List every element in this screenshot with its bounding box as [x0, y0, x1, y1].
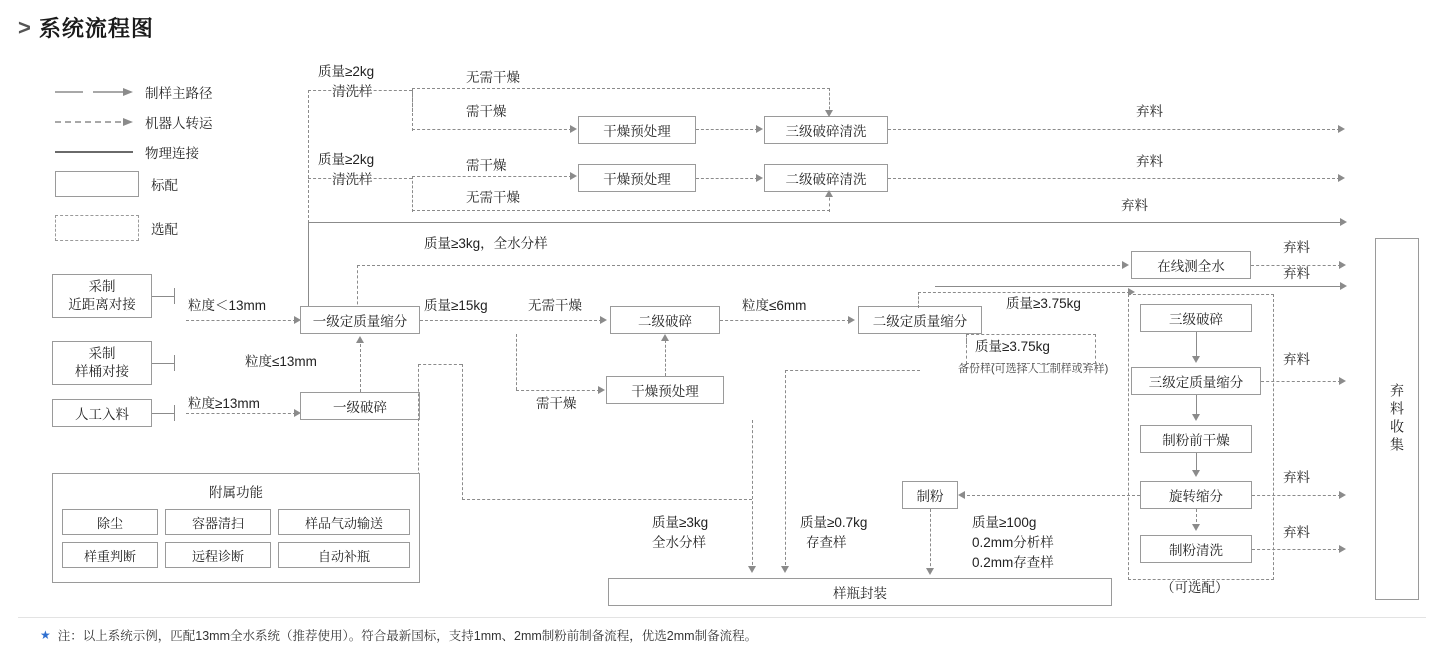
edge-backup-link	[966, 334, 967, 344]
edge-rowA-noDry	[412, 88, 830, 89]
node-crusher1[interactable]: 一级破碎	[300, 392, 420, 420]
edge-left-lower-top	[418, 364, 462, 365]
arrow-right-icon	[1339, 545, 1346, 553]
aux-item-pneumatic-transport[interactable]: 样品气动输送	[278, 509, 410, 535]
node-crusher2[interactable]: 二级破碎	[610, 306, 720, 334]
arrow-down-icon	[926, 568, 934, 575]
edge-to-online-moisture	[357, 265, 1125, 266]
edge-to-dry-main	[516, 390, 600, 391]
edge-label-mass375-bottom: 质量≥3.75kg	[975, 339, 1050, 354]
footer-note-text: 注：以上系统示例，匹配13mm全水系统（推荐使用）。符合最新国标，支持1mm、2mm制粉前制备流程，优选2mm制备流程。	[57, 629, 758, 643]
edge-feed-to-divider1	[186, 320, 296, 321]
aux-item-weight-check[interactable]: 样重判断	[62, 542, 158, 568]
edge-label-mass3kg-fullwater: 质量≥3kg，全水分样	[424, 236, 548, 251]
box-solid-icon	[55, 171, 139, 197]
edge-label-mass3kg-line1: 质量≥3kg	[652, 515, 709, 530]
edge-label-mass3kg-line2: 全水分样	[652, 535, 706, 550]
aux-functions-panel	[52, 473, 420, 583]
edge-label-waste-4: 弃料	[1283, 240, 1310, 255]
edge-divider3-waste	[1261, 381, 1341, 382]
legend-item-physical-link	[55, 142, 199, 162]
node-waste-collect-text: 弃料收集	[1389, 383, 1405, 455]
node-dry-pretreat-top2[interactable]: 干燥预处理	[578, 164, 696, 192]
edge-rotary-to-mill	[962, 495, 1140, 496]
edge-waste3-line	[308, 222, 1344, 223]
arrow-right-icon	[1128, 288, 1135, 296]
aux-item-dedust[interactable]: 除尘	[62, 509, 158, 535]
edge-label-no-dry-top: 无需干燥	[466, 70, 520, 85]
footer-note	[40, 626, 757, 644]
legend-label: 物理连接	[145, 146, 199, 161]
aux-item-remote-diagnosis[interactable]: 远程诊断	[165, 542, 271, 568]
legend-label: 机器人转运	[145, 116, 213, 131]
edge-label-mass100g-line3: 0.2mm存查样	[972, 555, 1054, 570]
edge-label-need-dry-main: 需干燥	[536, 396, 577, 411]
edge-dry1-to-wash3	[696, 129, 758, 130]
node-feed-barrel-line1: 采制	[88, 346, 116, 362]
edge-label-size-le6: 粒度≤6mm	[742, 298, 807, 313]
edge-millclean-waste	[1252, 549, 1341, 550]
edge-feed-manual-bracket	[174, 405, 175, 421]
edge-storage-sample-vert	[785, 370, 786, 570]
node-feed-near-line1: 采制	[88, 279, 116, 295]
arrow-left-icon	[958, 491, 965, 499]
edge-feed-near-bracket	[174, 288, 175, 304]
edge-label-size-ge13: 粒度≥13mm	[188, 396, 260, 411]
footer-divider	[18, 617, 1426, 618]
node-waste-collect[interactable]	[1375, 238, 1419, 600]
star-icon: ★	[40, 628, 51, 642]
edge-label-size-le13: 粒度≤13mm	[245, 354, 317, 369]
edge-dry-main-up	[665, 340, 666, 376]
arrow-right-icon	[1339, 491, 1346, 499]
edge-rowB-noDry	[412, 210, 830, 211]
edge-feed-manual-out	[152, 413, 174, 414]
node-rotary-divider[interactable]: 旋转缩分	[1140, 481, 1252, 509]
arrow-right-icon	[1339, 261, 1346, 269]
edge-mill-to-bottle	[930, 509, 931, 571]
page-title-text: 系统流程图	[38, 16, 154, 41]
edge-divider2-to-crusher3	[918, 292, 1130, 293]
arrow-up-icon	[825, 190, 833, 197]
edge-rowA-top	[308, 90, 412, 91]
arrow-up-icon	[356, 336, 364, 343]
edge-moisture-to-waste	[1251, 265, 1341, 266]
node-feed-near-line2: 近距离对接	[68, 297, 136, 312]
node-crusher3[interactable]: 三级破碎	[1140, 304, 1252, 332]
edge-label-mass375-top: 质量≥3.75kg	[1006, 296, 1081, 311]
node-mill[interactable]: 制粉	[902, 481, 958, 509]
arrow-down-icon	[1192, 356, 1200, 363]
node-feed-manual[interactable]: 人工入料	[52, 399, 152, 427]
legend-item-optional	[55, 215, 178, 241]
edge-label-mass07kg-line1: 质量≥0.7kg	[800, 515, 868, 530]
arrow-right-icon	[570, 125, 577, 133]
legend-label: 制样主路径	[145, 86, 213, 101]
box-dashed-icon	[55, 215, 139, 241]
legend-item-robot-transfer	[55, 112, 213, 132]
edge-label-need-dry-mid: 需干燥	[466, 158, 507, 173]
edge-rowA-needDry	[412, 129, 572, 130]
edge-label-waste-2: 弃料	[1136, 154, 1163, 169]
arrow-dashed-icon	[55, 116, 133, 128]
edge-storage-sample-top	[785, 370, 920, 371]
node-feed-barrel-line2: 样桶对接	[75, 364, 129, 379]
edge-crusher1-to-divider1	[360, 344, 361, 392]
edge-label-mass07kg-line2: 存查样	[806, 535, 847, 550]
arrow-right-icon	[570, 172, 577, 180]
edge-label-mass100g-line1: 质量≥100g	[972, 515, 1037, 530]
optional-group-frame	[1128, 294, 1274, 580]
optional-caption: （可选配）	[1161, 580, 1229, 595]
node-divider1[interactable]: 一级定质量缩分	[300, 306, 420, 334]
arrow-right-icon	[1338, 174, 1345, 182]
edge-rowB-vert	[412, 176, 413, 212]
node-dry-pretreat-main[interactable]: 干燥预处理	[606, 376, 724, 404]
arrow-down-icon	[1192, 470, 1200, 477]
edge-label-waste-7: 弃料	[1283, 470, 1310, 485]
aux-item-auto-bottle[interactable]: 自动补瓶	[278, 542, 410, 568]
edge-waste5-line	[935, 286, 1343, 287]
edge-label-mass100g-line2: 0.2mm分析样	[972, 535, 1054, 550]
legend-label: 选配	[151, 222, 178, 237]
arrow-down-icon	[748, 566, 756, 573]
edge-label-no-dry-main: 无需干燥	[528, 298, 582, 313]
legend-item-main-path	[55, 82, 213, 102]
node-feed-near[interactable]	[52, 274, 152, 318]
arrow-right-icon	[1338, 125, 1345, 133]
aux-panel-title: 附属功能	[209, 485, 263, 500]
edge-wash3-to-waste	[888, 129, 1340, 130]
edge-rowB-trunk	[308, 178, 412, 179]
edge-rowA-vert	[412, 88, 413, 131]
aux-grid	[53, 509, 419, 568]
edge-label-size-lt13: 粒度＜13mm	[188, 298, 267, 313]
node-divider2[interactable]: 二级定质量缩分	[858, 306, 982, 334]
edge-feed-barrel-out	[152, 363, 174, 364]
arrow-right-icon	[756, 174, 763, 182]
edge-label-waste-5: 弃料	[1283, 266, 1310, 281]
edge-label-waste-1: 弃料	[1136, 104, 1163, 119]
edge-wash2-to-waste	[888, 178, 1340, 179]
edge-waste3-vert	[308, 222, 309, 318]
node-bottle-seal[interactable]: 样瓶封装	[608, 578, 1112, 606]
node-online-moisture[interactable]: 在线测全水	[1131, 251, 1251, 279]
arrow-down-icon	[1192, 414, 1200, 421]
edge-manual-to-crusher1	[186, 413, 296, 414]
edge-rotary-waste	[1252, 495, 1341, 496]
edge-feed-barrel-bracket	[174, 355, 175, 371]
arrow-right-icon	[756, 125, 763, 133]
edge-label-mass15kg: 质量≥15kg	[424, 298, 488, 313]
edge-rowB-needDry	[412, 176, 572, 177]
node-mill-clean[interactable]: 制粉清洗	[1140, 535, 1252, 563]
edge-left-lower-bottom	[462, 499, 752, 500]
edge-label-mass2kg-b-line1: 质量≥2kg	[318, 152, 375, 167]
edge-divider2-up	[918, 292, 919, 308]
arrow-up-icon	[661, 334, 669, 341]
arrow-right-icon	[598, 386, 605, 394]
page-title	[18, 12, 154, 43]
legend-label: 标配	[151, 178, 178, 193]
node-dry-before-mill[interactable]: 制粉前干燥	[1140, 425, 1252, 453]
edge-crusher2-to-divider2	[720, 320, 850, 321]
arrow-right-icon	[1339, 377, 1346, 385]
node-feed-barrel[interactable]	[52, 341, 152, 385]
arrow-down-icon	[825, 110, 833, 117]
edge-label-mass2kg-a-line1: 质量≥2kg	[318, 64, 375, 79]
edge-feed-near-out	[152, 296, 174, 297]
node-crusher3-wash[interactable]: 三级破碎清洗	[764, 116, 888, 144]
arrow-down-icon	[1192, 524, 1200, 531]
arrow-right-icon	[1340, 282, 1347, 290]
edge-label-need-dry-top: 需干燥	[466, 104, 507, 119]
node-crusher2-wash[interactable]: 二级破碎清洗	[764, 164, 888, 192]
arrow-solid-icon	[55, 86, 133, 98]
edge-label-no-dry-mid: 无需干燥	[466, 190, 520, 205]
arrow-right-icon	[600, 316, 607, 324]
edge-dry2-to-wash2	[696, 178, 758, 179]
edge-label-waste-6: 弃料	[1283, 352, 1310, 367]
aux-item-container-clean[interactable]: 容器清扫	[165, 509, 271, 535]
edge-divider1-down	[516, 334, 517, 390]
edge-label-waste-3: 弃料	[1121, 198, 1148, 213]
arrow-right-icon	[848, 316, 855, 324]
edge-label-mass2kg-a-line2: 清洗样	[332, 84, 373, 99]
legend-item-standard	[55, 171, 178, 197]
edge-divider1-to-crusher2	[420, 320, 602, 321]
line-solid-icon	[55, 146, 133, 158]
edge-label-backup-note: 备份样(可选择人工制样或弃样)	[958, 363, 1109, 375]
arrow-down-icon	[781, 566, 789, 573]
chevron-right-icon: >	[18, 14, 31, 40]
edge-label-waste-8: 弃料	[1283, 525, 1310, 540]
arrow-right-icon	[1122, 261, 1129, 269]
edge-label-mass2kg-b-line2: 清洗样	[332, 172, 373, 187]
edge-fullwater-3kg-vert	[752, 420, 753, 570]
edge-left-lower-vert-b	[462, 364, 463, 500]
node-dry-pretreat-top1[interactable]: 干燥预处理	[578, 116, 696, 144]
node-divider3[interactable]: 三级定质量缩分	[1131, 367, 1261, 395]
arrow-right-icon	[1340, 218, 1347, 226]
